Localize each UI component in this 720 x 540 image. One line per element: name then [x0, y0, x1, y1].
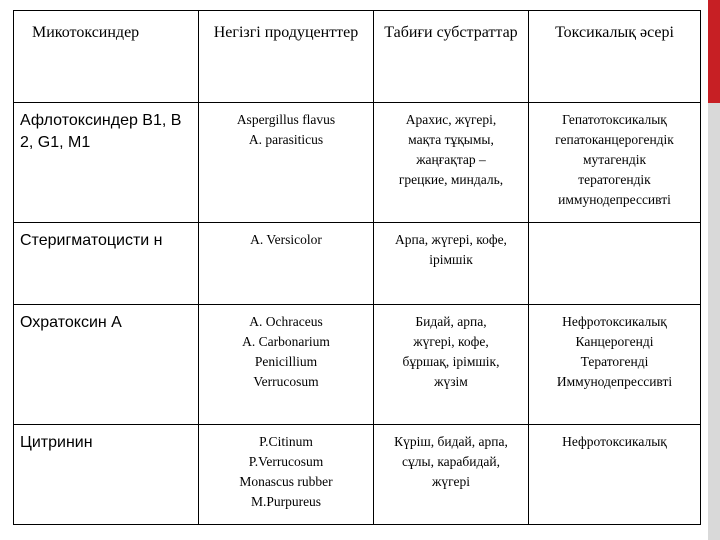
header-producers: Негізгі продуценттер	[213, 24, 359, 41]
cell-line: Арахис, жүгері,	[405, 112, 497, 127]
header-cell	[199, 11, 374, 103]
table-cell	[374, 223, 529, 305]
table-cell	[529, 425, 701, 525]
table-cell	[374, 305, 529, 425]
table-row	[14, 425, 701, 525]
cell-line: ірімшік	[429, 252, 473, 267]
cell-line: Тератогенді	[580, 354, 649, 369]
substrates-cell	[374, 103, 528, 190]
table-cell	[199, 223, 374, 305]
cell-line: жүгері, кофе,	[413, 334, 489, 349]
cell-line: гепатоканцерогендік	[555, 132, 674, 147]
header-toxic-effect: Токсикалық әсері	[555, 24, 674, 41]
table-cell	[529, 305, 701, 425]
accent-bar	[708, 0, 720, 540]
cell-line: тератогендік	[578, 172, 651, 187]
cell-line: иммунодепрессивті	[558, 192, 671, 207]
table-cell	[529, 103, 701, 223]
effects-cell	[529, 305, 700, 392]
cell-line: мақта тұқымы,	[408, 132, 494, 147]
cell-line: Арпа, жүгері, кофе,	[395, 232, 507, 247]
table-cell	[14, 103, 199, 223]
effects-cell	[529, 223, 700, 230]
cell-line: Канцерогенді	[575, 334, 654, 349]
table-cell	[14, 425, 199, 525]
mycotoxin-name: Афлотоксиндер В1, В2, G1, M1	[20, 112, 182, 151]
table-cell	[14, 305, 199, 425]
cell-line: бұршақ, ірімшік,	[402, 354, 500, 369]
cell-line: Verrucosum	[253, 374, 319, 389]
cell-line: Нефротоксикалық	[562, 314, 667, 329]
table-cell	[199, 305, 374, 425]
cell-line: жаңғақтар –	[416, 152, 486, 167]
mycotoxin-name: Стеригматоцисти н	[20, 232, 163, 249]
producers-cell	[199, 103, 373, 150]
cell-line: сұлы, карабидай,	[402, 454, 500, 469]
cell-line: A. parasiticus	[248, 132, 324, 147]
table-cell	[199, 103, 374, 223]
effects-cell	[529, 103, 700, 210]
table-cell	[14, 223, 199, 305]
cell-line: M.Purpureus	[250, 494, 322, 509]
cell-line: Гепатотоксикалық	[562, 112, 667, 127]
cell-line: грецкие, миндаль,	[398, 172, 504, 187]
cell-line: Иммунодепрессивті	[556, 374, 673, 389]
table-row	[14, 305, 701, 425]
header-substrates: Табиғи субстраттар	[384, 24, 518, 41]
table-cell	[374, 425, 529, 525]
accent-bar-lower	[708, 103, 720, 540]
cell-line: Күріш, бидай, арпа,	[394, 434, 508, 449]
mycotoxin-name: Цитринин	[20, 434, 93, 451]
cell-line: Monascus rubber	[239, 474, 333, 489]
cell-line: A. Carbonarium	[242, 334, 330, 349]
header-mycotoxins: Микотоксиндер	[32, 24, 140, 41]
table-cell	[199, 425, 374, 525]
substrates-cell	[374, 305, 528, 392]
header-row	[14, 11, 701, 103]
producers-cell	[199, 425, 373, 512]
header-cell	[374, 11, 529, 103]
table-cell	[529, 223, 701, 305]
cell-line: Нефротоксикалық	[562, 434, 667, 449]
effects-cell	[529, 425, 700, 452]
cell-line: мутагендік	[582, 152, 647, 167]
cell-line: Penicillium	[254, 354, 318, 369]
producers-cell	[199, 223, 373, 250]
cell-line: P.Verrucosum	[248, 454, 324, 469]
table-row	[14, 223, 701, 305]
cell-line: Aspergillus flavus	[236, 112, 336, 127]
table-cell	[374, 103, 529, 223]
substrates-cell	[374, 425, 528, 492]
cell-line: P.Citinum	[259, 434, 313, 449]
cell-line: A. Ochraceus	[249, 314, 323, 329]
header-cell	[14, 11, 199, 103]
cell-line: жүзім	[434, 374, 468, 389]
table-row	[14, 103, 701, 223]
substrates-cell	[374, 223, 528, 270]
cell-line: Бидай, арпа,	[415, 314, 487, 329]
mycotoxin-table	[13, 10, 701, 525]
producers-cell	[199, 305, 373, 392]
header-cell	[529, 11, 701, 103]
cell-line: A. Versicolor	[250, 232, 322, 247]
cell-line: жүгері	[432, 474, 470, 489]
mycotoxin-name: Охратоксин А	[20, 314, 122, 331]
